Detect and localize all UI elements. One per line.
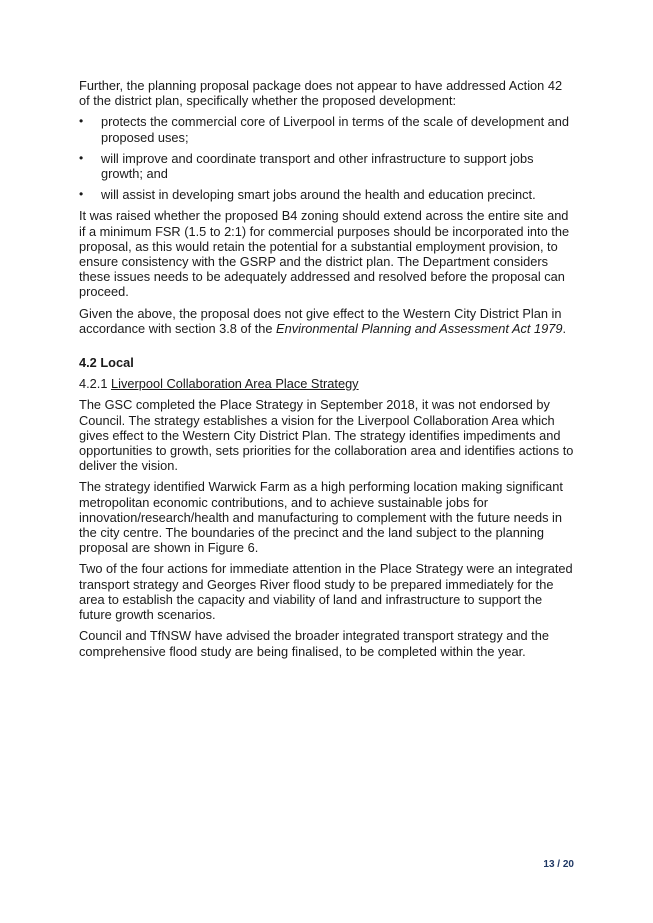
page-number: 13 / 20 (543, 859, 574, 870)
bullet-icon: • (79, 114, 84, 129)
list-item (79, 114, 575, 144)
subsection-title: Liverpool Collaboration Area Place Strategy (111, 376, 359, 392)
conclusion-paragraph (79, 306, 575, 336)
document-body (79, 78, 575, 665)
section-spacer (79, 342, 575, 355)
gsc-paragraph: The GSC completed the Place Strategy in September 2018, it was not endorsed by Council. The strategy establishes a vision for the Liverpool Collaboration Area which gives effect to the Western City District Plan. The strategy identifies impediments and opportunities to growth, sets priorities for the collaboration area and identifies actions to deliver the vision. (79, 397, 574, 474)
action-42-list (79, 114, 575, 202)
subsection-number: 4.2.1 (79, 376, 112, 392)
list-item-text: protects the commercial core of Liverpool in terms of the scale of development and proposed uses; (101, 114, 570, 145)
act-title: Environmental Planning and Assessment Act 1979 (276, 320, 563, 336)
bullet-icon: • (79, 187, 84, 202)
list-item (79, 187, 575, 202)
actions-paragraph: Two of the four actions for immediate attention in the Place Strategy were an integrated transport strategy and Georges River flood study to be prepared immediately for the area to establish the capacity and viability of land and infrastructure to support the future growth scenarios. (79, 561, 573, 623)
council-paragraph: Council and TfNSW have advised the broader integrated transport strategy and the comprehensive flood study are being finalised, to be completed within the year. (79, 628, 549, 659)
conclusion-text: Given the above, the proposal does not give effect to the Western City District Plan in accordance with section 3.8 of the (79, 305, 562, 336)
warwick-farm-paragraph: The strategy identified Warwick Farm as a high performing location making significant metropolitan economic contributions, and to achieve sustainable jobs for innovation/research/health and manufacturing to complement with the future needs in the city centre. The boundaries of the precinct and the land subject to the planning proposal are shown in Figure 6. (79, 479, 563, 556)
bullet-icon: • (79, 150, 84, 165)
subsection-heading (79, 376, 575, 391)
b4-zoning-paragraph: It was raised whether the proposed B4 zoning should extend across the entire site and if a minimum FSR (1.5 to 2:1) for commercial purposes should be incorporated into the proposal, as this would retain the potential for a substantial employment provision, to ensure consistency with the GSRP and the district plan. The Department considers these issues needs to be adequately addressed and resolved before the proposal can proceed. (79, 208, 570, 300)
intro-paragraph: Further, the planning proposal package does not appear to have addressed Action 42 of the district plan, specifically whether the proposed development: (79, 78, 563, 109)
list-item-text: will improve and coordinate transport and other infrastructure to support jobs growth; and (101, 150, 534, 182)
section-heading: 4.2 Local (79, 355, 134, 371)
list-item (79, 151, 575, 181)
list-item-text: will assist in developing smart jobs around the health and education precinct. (101, 187, 536, 203)
conclusion-end: . (562, 320, 567, 336)
